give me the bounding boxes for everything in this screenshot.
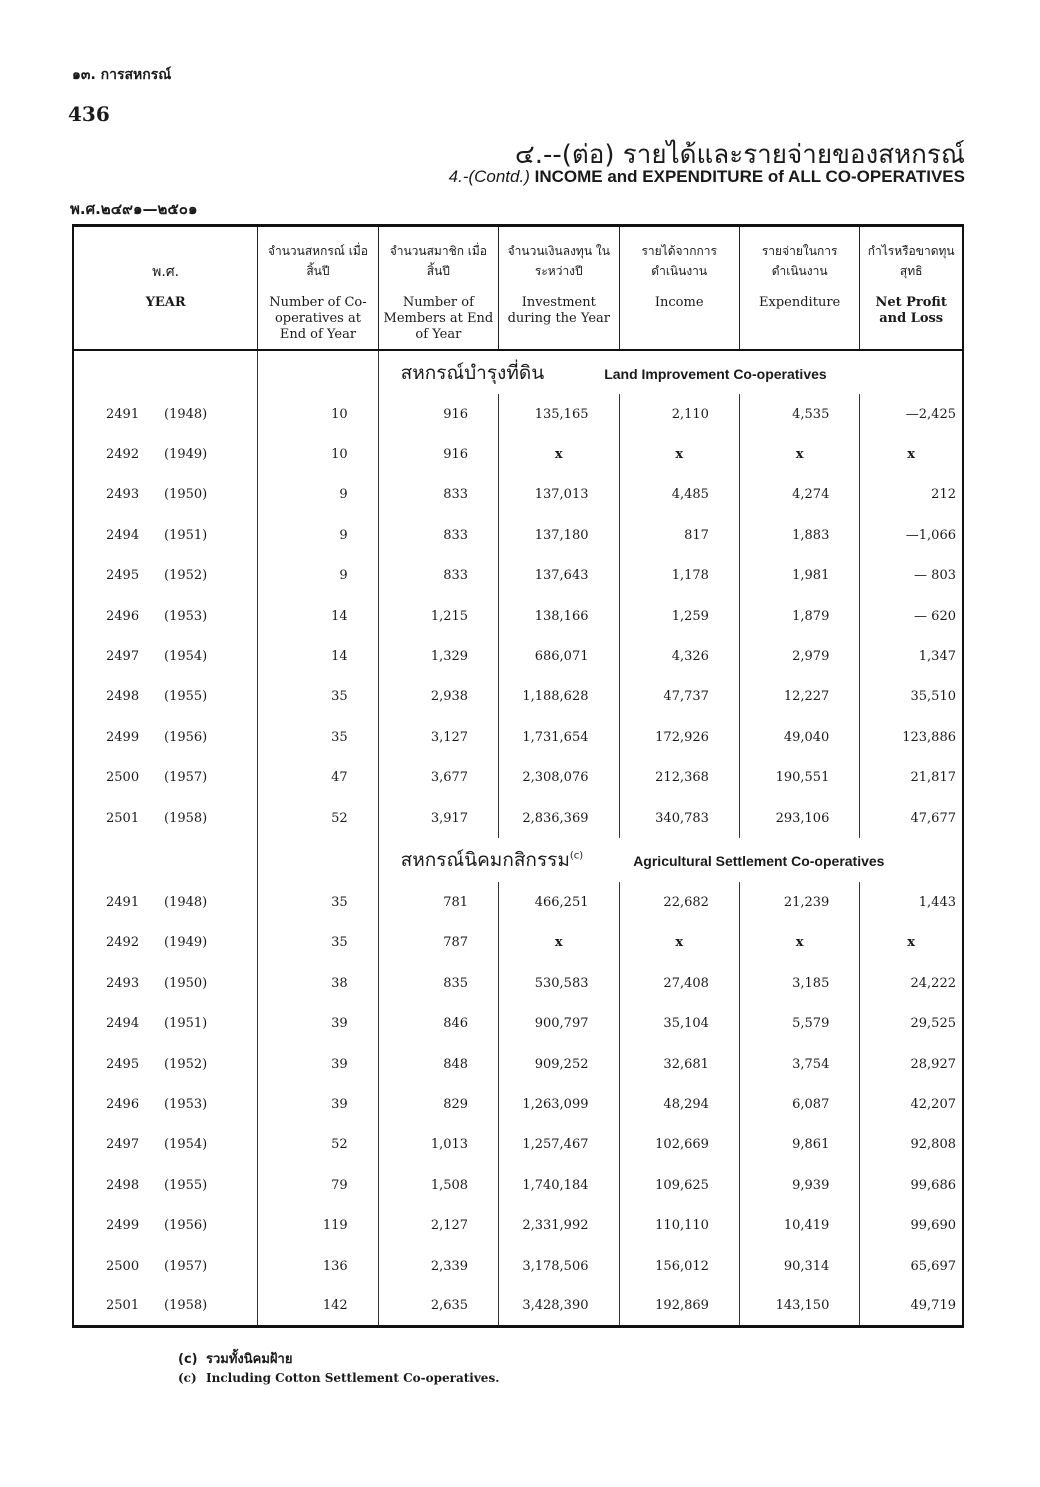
cell-investment: 137,180 (499, 515, 619, 555)
cell-coops: 52 (258, 798, 378, 838)
cell-income: 109,625 (619, 1165, 739, 1205)
cell-net: 35,510 (860, 677, 963, 717)
col-header-year: พ.ศ. YEAR (73, 226, 258, 351)
year-ad: (1956) (164, 1218, 208, 1234)
table-row (73, 1044, 963, 1084)
section-title-thai: สหกรณ์นิคมกสิกรรม$^{(c)}$ (400, 849, 584, 872)
cell-expenditure: 49,040 (739, 717, 859, 757)
section-note: (c) (569, 850, 584, 862)
cell-net: 123,886 (860, 717, 963, 757)
cell-coops: 47 (258, 758, 378, 798)
cell-coops: 35 (258, 677, 378, 717)
cell-income: 340,783 (619, 798, 739, 838)
cell-members: 3,917 (378, 798, 498, 838)
cell-expenditure: x (739, 434, 859, 474)
table-row (73, 963, 963, 1003)
section-label: ๑๓. การสหกรณ์ (72, 67, 172, 83)
cell-expenditure: 293,106 (739, 798, 859, 838)
cell-net: 28,927 (860, 1044, 963, 1084)
cell-members: 848 (378, 1044, 498, 1084)
cell-coops: 38 (258, 963, 378, 1003)
cell-members: 916 (378, 434, 498, 474)
section-spacer (258, 350, 378, 394)
year-cell (73, 636, 258, 676)
year-cell (73, 677, 258, 717)
cell-net: x (860, 923, 963, 963)
table-row (73, 475, 963, 515)
year-be: 2498 (106, 1177, 140, 1193)
table-row (73, 798, 963, 838)
cell-net: 49,719 (860, 1286, 963, 1326)
cell-investment: 686,071 (499, 636, 619, 676)
year-cell (73, 1286, 258, 1326)
year-ad: (1957) (164, 1258, 208, 1274)
cell-expenditure: 1,883 (739, 515, 859, 555)
year-be: 2494 (106, 1016, 140, 1032)
title-thai: ๔.--(ต่อ) รายได้และรายจ่ายของสหกรณ์ (515, 140, 965, 170)
cell-coops: 9 (258, 475, 378, 515)
table-row (73, 1165, 963, 1205)
cell-income: 172,926 (619, 717, 739, 757)
cell-members: 833 (378, 556, 498, 596)
footnote-english: (c) Including Cotton Settlement Co-operatives. (178, 1371, 500, 1385)
page-number: 436 (68, 102, 110, 126)
cell-income: x (619, 923, 739, 963)
year-be: 2495 (106, 568, 140, 584)
cell-net: 99,686 (860, 1165, 963, 1205)
year-cell (73, 1246, 258, 1286)
year-ad: (1955) (164, 1177, 208, 1193)
cell-investment: 1,263,099 (499, 1084, 619, 1124)
cell-net: 21,817 (860, 758, 963, 798)
year-be: 2501 (106, 1298, 140, 1314)
header-row (73, 226, 963, 351)
year-ad: (1956) (164, 729, 208, 745)
cell-investment: 530,583 (499, 963, 619, 1003)
cell-income: 48,294 (619, 1084, 739, 1124)
cell-members: 2,127 (378, 1205, 498, 1245)
cell-income: 1,259 (619, 596, 739, 636)
year-be: 2499 (106, 729, 140, 745)
cell-members: 1,013 (378, 1125, 498, 1165)
cell-net: 24,222 (860, 963, 963, 1003)
cell-members: 833 (378, 475, 498, 515)
cell-expenditure: 21,239 (739, 882, 859, 922)
cell-coops: 119 (258, 1205, 378, 1245)
year-ad: (1958) (164, 1298, 208, 1314)
cell-income: 27,408 (619, 963, 739, 1003)
year-be: 2496 (106, 608, 140, 624)
section-header-row (73, 838, 963, 882)
cell-investment: 2,308,076 (499, 758, 619, 798)
cell-income: 35,104 (619, 1003, 739, 1043)
cell-net: 47,677 (860, 798, 963, 838)
table-body (73, 350, 963, 1327)
section-spacer (73, 350, 258, 394)
year-be: 2498 (106, 689, 140, 705)
year-be: 2491 (106, 894, 140, 910)
cell-investment: 137,013 (499, 475, 619, 515)
cell-members: 2,635 (378, 1286, 498, 1326)
year-ad: (1957) (164, 770, 208, 786)
cell-investment: 1,740,184 (499, 1165, 619, 1205)
table-row (73, 677, 963, 717)
cell-expenditure: 6,087 (739, 1084, 859, 1124)
cell-expenditure: 1,981 (739, 556, 859, 596)
cell-members: 2,339 (378, 1246, 498, 1286)
cell-members: 3,677 (378, 758, 498, 798)
cell-investment: x (499, 434, 619, 474)
cell-members: 1,329 (378, 636, 498, 676)
cell-members: 3,127 (378, 717, 498, 757)
cell-expenditure: 4,535 (739, 394, 859, 434)
table-row (73, 515, 963, 555)
col-header-income: รายได้จากการ ดำเนินงาน Income (619, 226, 739, 351)
year-ad: (1952) (164, 1056, 208, 1072)
cell-income: 192,869 (619, 1286, 739, 1326)
cell-net: 92,808 (860, 1125, 963, 1165)
cell-investment: 1,257,467 (499, 1125, 619, 1165)
year-be: 2500 (106, 770, 140, 786)
table-row (73, 1084, 963, 1124)
table-row (73, 1125, 963, 1165)
year-cell (73, 1125, 258, 1165)
cell-income: 1,178 (619, 556, 739, 596)
year-ad: (1952) (164, 568, 208, 584)
year-ad: (1958) (164, 810, 208, 826)
col-header-members: จำนวนสมาชิก เมื่อสิ้นปี Number of Members at End of Year (378, 226, 498, 351)
section-title-english: Agricultural Settlement Co-operatives (633, 853, 885, 870)
cell-coops: 39 (258, 1003, 378, 1043)
cell-investment: 2,836,369 (499, 798, 619, 838)
cell-members: 1,508 (378, 1165, 498, 1205)
cell-coops: 9 (258, 556, 378, 596)
year-be: 2499 (106, 1218, 140, 1234)
cell-coops: 14 (258, 596, 378, 636)
cell-income: 817 (619, 515, 739, 555)
table-row (73, 596, 963, 636)
cell-investment: 909,252 (499, 1044, 619, 1084)
year-ad: (1954) (164, 1137, 208, 1153)
cell-expenditure: x (739, 923, 859, 963)
cell-investment: 137,643 (499, 556, 619, 596)
cell-expenditure: 4,274 (739, 475, 859, 515)
cell-net: — 620 (860, 596, 963, 636)
year-cell (73, 1084, 258, 1124)
cell-income: 212,368 (619, 758, 739, 798)
cell-members: 1,215 (378, 596, 498, 636)
table-row (73, 1205, 963, 1245)
cell-expenditure: 3,754 (739, 1044, 859, 1084)
year-ad: (1955) (164, 689, 208, 705)
year-ad: (1949) (164, 447, 208, 463)
table-row (73, 1003, 963, 1043)
cell-members: 835 (378, 963, 498, 1003)
cell-net: — 803 (860, 556, 963, 596)
year-ad: (1948) (164, 406, 208, 422)
section-title-english: Land Improvement Co-operatives (604, 365, 827, 382)
cell-net: 1,347 (860, 636, 963, 676)
table-row (73, 758, 963, 798)
cell-expenditure: 1,879 (739, 596, 859, 636)
cell-coops: 52 (258, 1125, 378, 1165)
year-ad: (1954) (164, 649, 208, 665)
cell-income: 102,669 (619, 1125, 739, 1165)
cell-coops: 35 (258, 923, 378, 963)
cell-expenditure: 190,551 (739, 758, 859, 798)
year-cell (73, 434, 258, 474)
cell-income: 32,681 (619, 1044, 739, 1084)
cell-expenditure: 10,419 (739, 1205, 859, 1245)
year-cell (73, 515, 258, 555)
title-english (449, 167, 965, 187)
year-ad: (1950) (164, 975, 208, 991)
cell-net: 65,697 (860, 1246, 963, 1286)
year-cell (73, 882, 258, 922)
cell-investment: 138,166 (499, 596, 619, 636)
year-be: 2495 (106, 1056, 140, 1072)
year-cell (73, 798, 258, 838)
cell-expenditure: 9,861 (739, 1125, 859, 1165)
section-title-thai: สหกรณ์บำรุงที่ดิน (400, 361, 545, 384)
cell-net: 29,525 (860, 1003, 963, 1043)
cell-members: 846 (378, 1003, 498, 1043)
year-cell (73, 596, 258, 636)
table-row (73, 434, 963, 474)
cell-members: 787 (378, 923, 498, 963)
cell-members: 2,938 (378, 677, 498, 717)
cell-income: 4,485 (619, 475, 739, 515)
year-be: 2496 (106, 1096, 140, 1112)
table-row (73, 1246, 963, 1286)
cell-coops: 35 (258, 882, 378, 922)
year-be: 2492 (106, 447, 140, 463)
cell-coops: 10 (258, 434, 378, 474)
section-spacer (73, 838, 258, 882)
year-ad: (1951) (164, 1016, 208, 1032)
col-header-expenditure: รายจ่ายในการ ดำเนินงาน Expenditure (739, 226, 859, 351)
cell-income: 47,737 (619, 677, 739, 717)
data-table (72, 224, 964, 1328)
year-be: 2494 (106, 527, 140, 543)
cell-net: —1,066 (860, 515, 963, 555)
year-ad: (1950) (164, 487, 208, 503)
year-cell (73, 556, 258, 596)
period-label: พ.ศ.๒๔๙๑—๒๕๐๑ (70, 200, 198, 218)
cell-expenditure: 3,185 (739, 963, 859, 1003)
section-title (378, 838, 963, 882)
cell-income: 2,110 (619, 394, 739, 434)
year-cell (73, 475, 258, 515)
cell-net: 212 (860, 475, 963, 515)
cell-income: 22,682 (619, 882, 739, 922)
cell-coops: 35 (258, 717, 378, 757)
cell-coops: 79 (258, 1165, 378, 1205)
section-spacer (258, 838, 378, 882)
col-header-investment: จำนวนเงินลงทุน ในระหว่างปี Investment during the Year (499, 226, 619, 351)
cell-members: 829 (378, 1084, 498, 1124)
year-ad: (1953) (164, 608, 208, 624)
section-header-row (73, 350, 963, 394)
cell-income: x (619, 434, 739, 474)
cell-income: 4,326 (619, 636, 739, 676)
year-cell (73, 1205, 258, 1245)
cell-members: 916 (378, 394, 498, 434)
cell-investment: 135,165 (499, 394, 619, 434)
footnote-thai: (c) รวมทั้งนิคมฝ้าย (178, 1352, 293, 1367)
cell-members: 781 (378, 882, 498, 922)
year-cell (73, 717, 258, 757)
title-main: INCOME and EXPENDITURE of ALL CO-OPERATIVES (534, 167, 965, 186)
cell-income: 156,012 (619, 1246, 739, 1286)
cell-coops: 14 (258, 636, 378, 676)
table-row (73, 717, 963, 757)
cell-coops: 10 (258, 394, 378, 434)
cell-investment: 1,731,654 (499, 717, 619, 757)
cell-coops: 142 (258, 1286, 378, 1326)
cell-investment: 1,188,628 (499, 677, 619, 717)
cell-expenditure: 143,150 (739, 1286, 859, 1326)
table-row (73, 556, 963, 596)
year-ad: (1951) (164, 527, 208, 543)
year-be: 2500 (106, 1258, 140, 1274)
year-be: 2493 (106, 975, 140, 991)
table-row (73, 1286, 963, 1326)
year-ad: (1949) (164, 935, 208, 951)
table-row (73, 923, 963, 963)
year-be: 2497 (106, 649, 140, 665)
cell-investment: 466,251 (499, 882, 619, 922)
year-be: 2497 (106, 1137, 140, 1153)
cell-expenditure: 2,979 (739, 636, 859, 676)
cell-investment: 2,331,992 (499, 1205, 619, 1245)
cell-coops: 9 (258, 515, 378, 555)
cell-net: x (860, 434, 963, 474)
year-cell (73, 963, 258, 1003)
year-be: 2501 (106, 810, 140, 826)
year-ad: (1953) (164, 1096, 208, 1112)
year-cell (73, 1003, 258, 1043)
cell-expenditure: 5,579 (739, 1003, 859, 1043)
cell-net: 42,207 (860, 1084, 963, 1124)
year-be: 2492 (106, 935, 140, 951)
cell-members: 833 (378, 515, 498, 555)
year-ad: (1948) (164, 894, 208, 910)
cell-investment: 3,178,506 (499, 1246, 619, 1286)
year-cell (73, 758, 258, 798)
year-cell (73, 923, 258, 963)
cell-investment: x (499, 923, 619, 963)
year-be: 2491 (106, 406, 140, 422)
col-header-coops: จำนวนสหกรณ์ เมื่อสิ้นปี Number of Co-operatives at End of Year (258, 226, 378, 351)
cell-investment: 900,797 (499, 1003, 619, 1043)
cell-coops: 136 (258, 1246, 378, 1286)
cell-expenditure: 9,939 (739, 1165, 859, 1205)
cell-net: 99,690 (860, 1205, 963, 1245)
cell-coops: 39 (258, 1044, 378, 1084)
cell-coops: 39 (258, 1084, 378, 1124)
cell-income: 110,110 (619, 1205, 739, 1245)
title-contd: 4.-(Contd.) (448, 167, 530, 186)
section-title (378, 350, 963, 394)
cell-investment: 3,428,390 (499, 1286, 619, 1326)
year-cell (73, 1165, 258, 1205)
table-row (73, 394, 963, 434)
table-row (73, 882, 963, 922)
cell-net: —2,425 (860, 394, 963, 434)
col-header-net: กำไรหรือขาดทุน สุทธิ Net Profit and Loss (860, 226, 963, 351)
table-row (73, 636, 963, 676)
year-cell (73, 394, 258, 434)
year-cell (73, 1044, 258, 1084)
cell-expenditure: 12,227 (739, 677, 859, 717)
year-be: 2493 (106, 487, 140, 503)
cell-expenditure: 90,314 (739, 1246, 859, 1286)
cell-net: 1,443 (860, 882, 963, 922)
